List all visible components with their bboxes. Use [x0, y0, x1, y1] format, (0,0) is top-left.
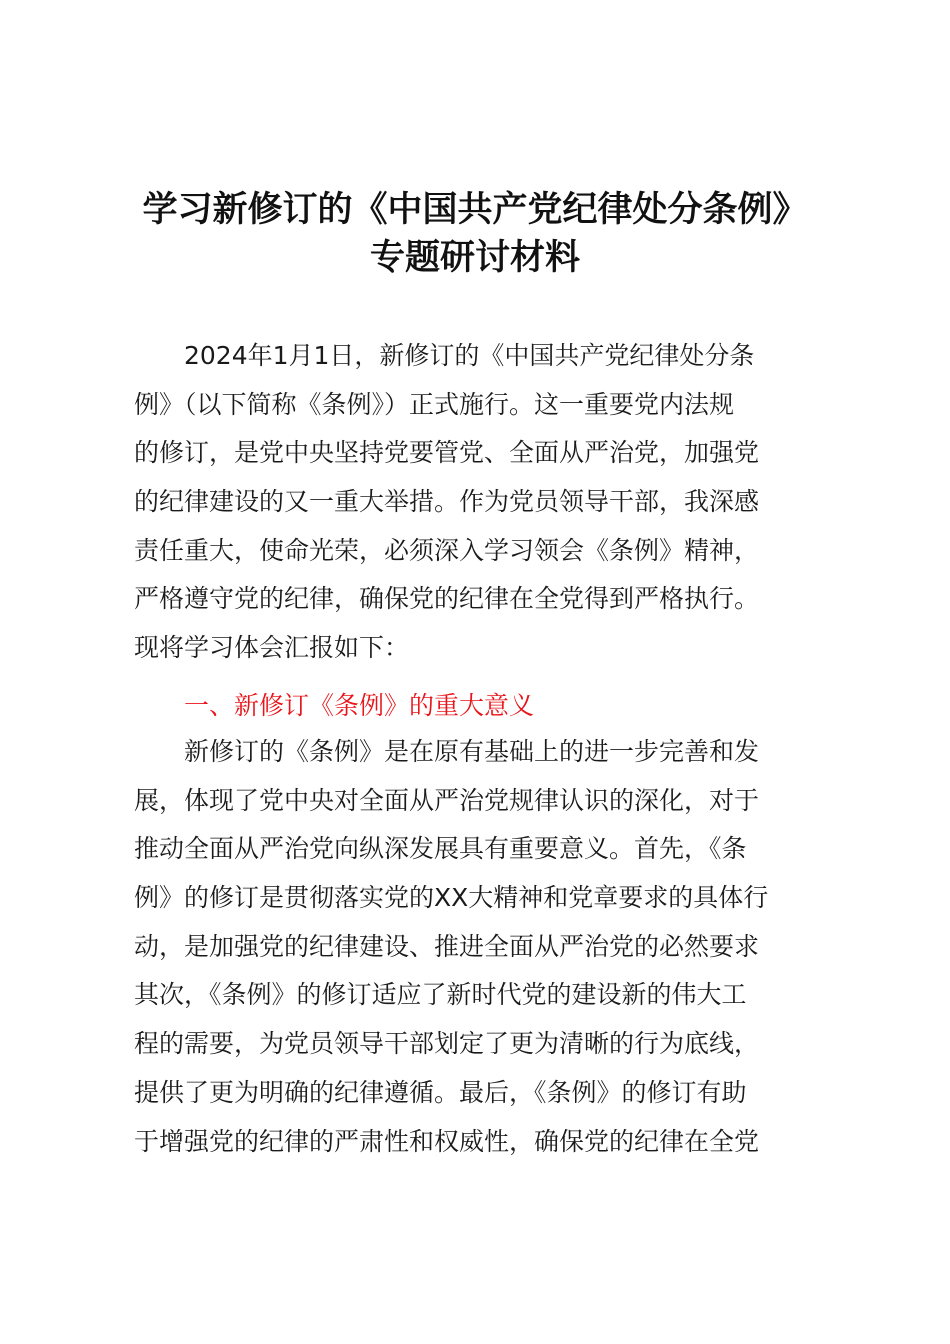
document-title-line-2: 专题研讨材料	[369, 238, 580, 278]
paragraph-line: 的修订，是党中央坚持党要管党、全面从严治党，加强党	[134, 438, 760, 468]
paragraph-line: 责任重大，使命光荣，必须深入学习领会《条例》精神，	[134, 535, 760, 565]
paragraph-line: 严格遵守党的纪律，确保党的纪律在全党得到严格执行。	[134, 584, 760, 614]
document-title-line-1: 学习新修订的《中国共产党纪律处分条例》	[142, 190, 808, 230]
paragraph-line: 程的需要，为党员领导干部划定了更为清晰的行为底线，	[134, 1029, 760, 1059]
intro-paragraph	[134, 332, 844, 673]
section-heading: 一、新修订《条例》的重大意义	[184, 691, 535, 720]
section-paragraph	[134, 728, 844, 1166]
paragraph-line: 例》的修订是贯彻落实党的XX大精神和党章要求的具体行	[134, 883, 769, 913]
paragraph-line: 展，体现了党中央对全面从严治党规律认识的深化，对于	[134, 785, 760, 815]
paragraph-line: 现将学习体会汇报如下：	[134, 633, 410, 663]
paragraph-line: 动，是加强党的纪律建设、推进全面从严治党的必然要求	[134, 931, 760, 961]
paragraph-line: 其次，《条例》的修订适应了新时代党的建设新的伟大工	[134, 980, 747, 1010]
paragraph-line: 推动全面从严治党向纵深发展具有重要意义。首先，《条	[134, 834, 747, 864]
paragraph-line: 的纪律建设的又一重大举措。作为党员领导干部，我深感	[134, 487, 760, 517]
paragraph-line: 例》（以下简称《条例》）正式施行。这一重要党内法规	[134, 389, 735, 419]
paragraph-line: 新修订的《条例》是在原有基础上的进一步完善和发	[184, 737, 760, 766]
paragraph-line: 2024年1月1日，新修订的《中国共产党纪律处分条	[184, 341, 755, 370]
paragraph-line: 于增强党的纪律的严肃性和权威性，确保党的纪律在全党	[134, 1126, 760, 1156]
paragraph-line: 提供了更为明确的纪律遵循。最后，《条例》的修订有助	[134, 1077, 747, 1107]
